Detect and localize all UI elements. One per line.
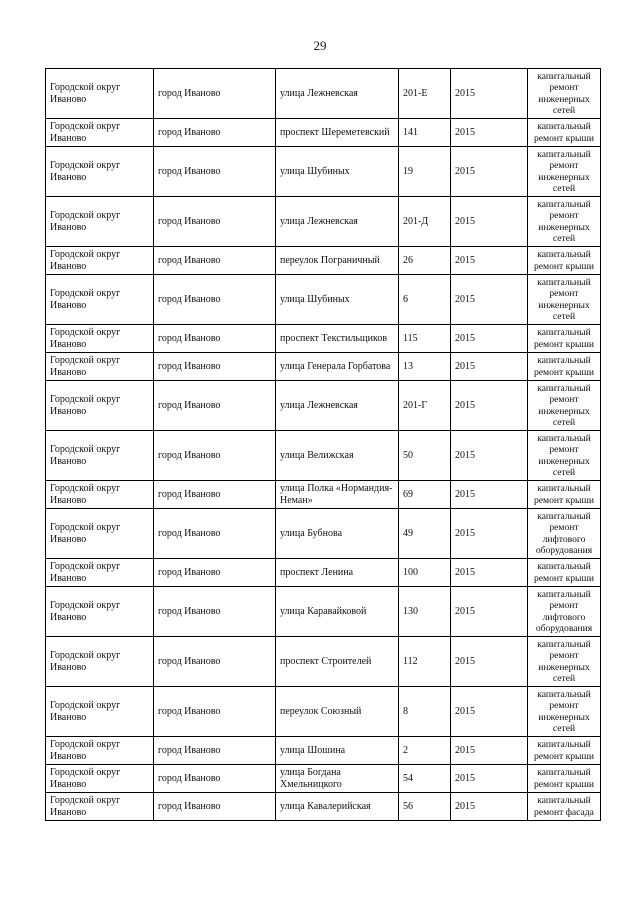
table-row [46, 247, 601, 275]
cell-year: 2015 [451, 509, 528, 559]
cell-house-number: 100 [399, 559, 451, 587]
cell-street: проспект Строителей [276, 637, 399, 687]
table-row [46, 687, 601, 737]
table-row [46, 587, 601, 637]
table-row [46, 69, 601, 119]
cell-municipality: Городской округ Иваново [46, 197, 154, 247]
cell-municipality: Городской округ Иваново [46, 119, 154, 147]
cell-settlement: город Иваново [154, 687, 276, 737]
cell-work-type: капитальный ремонт крыши [528, 325, 601, 353]
cell-street: улица Шубиных [276, 147, 399, 197]
cell-street: проспект Шереметевский [276, 119, 399, 147]
cell-year: 2015 [451, 559, 528, 587]
table-row [46, 737, 601, 765]
cell-street: улица Кавалерийская [276, 793, 399, 821]
cell-street: проспект Текстильщиков [276, 325, 399, 353]
cell-settlement: город Иваново [154, 765, 276, 793]
cell-work-type: капитальный ремонт крыши [528, 481, 601, 509]
cell-year: 2015 [451, 275, 528, 325]
cell-year: 2015 [451, 381, 528, 431]
cell-settlement: город Иваново [154, 247, 276, 275]
cell-year: 2015 [451, 765, 528, 793]
cell-street: улица Лежневская [276, 197, 399, 247]
table-row [46, 353, 601, 381]
cell-house-number: 115 [399, 325, 451, 353]
cell-municipality: Городской округ Иваново [46, 559, 154, 587]
cell-work-type: капитальный ремонт крыши [528, 353, 601, 381]
cell-work-type: капитальный ремонт крыши [528, 119, 601, 147]
cell-settlement: город Иваново [154, 69, 276, 119]
table-row [46, 381, 601, 431]
cell-year: 2015 [451, 119, 528, 147]
cell-work-type: капитальный ремонт инженерных сетей [528, 275, 601, 325]
cell-house-number: 201-Г [399, 381, 451, 431]
cell-house-number: 2 [399, 737, 451, 765]
table-row [46, 637, 601, 687]
table-body [46, 69, 601, 821]
cell-year: 2015 [451, 481, 528, 509]
table-row [46, 275, 601, 325]
cell-municipality: Городской округ Иваново [46, 275, 154, 325]
cell-municipality: Городской округ Иваново [46, 431, 154, 481]
cell-municipality: Городской округ Иваново [46, 381, 154, 431]
cell-work-type: капитальный ремонт крыши [528, 247, 601, 275]
cell-street: переулок Пограничный [276, 247, 399, 275]
cell-year: 2015 [451, 353, 528, 381]
cell-year: 2015 [451, 147, 528, 197]
cell-work-type: капитальный ремонт крыши [528, 765, 601, 793]
cell-settlement: город Иваново [154, 325, 276, 353]
table-row [46, 481, 601, 509]
table-row [46, 793, 601, 821]
cell-settlement: город Иваново [154, 431, 276, 481]
cell-settlement: город Иваново [154, 737, 276, 765]
cell-municipality: Городской округ Иваново [46, 793, 154, 821]
cell-work-type: капитальный ремонт инженерных сетей [528, 197, 601, 247]
table-row [46, 431, 601, 481]
cell-municipality: Городской округ Иваново [46, 737, 154, 765]
cell-settlement: город Иваново [154, 637, 276, 687]
cell-street: улица Велижская [276, 431, 399, 481]
cell-settlement: город Иваново [154, 587, 276, 637]
cell-house-number: 69 [399, 481, 451, 509]
cell-settlement: город Иваново [154, 793, 276, 821]
cell-year: 2015 [451, 793, 528, 821]
cell-municipality: Городской округ Иваново [46, 765, 154, 793]
cell-settlement: город Иваново [154, 381, 276, 431]
cell-municipality: Городской округ Иваново [46, 147, 154, 197]
repair-registry-table [45, 68, 601, 821]
cell-street: улица Лежневская [276, 69, 399, 119]
cell-street: улица Полка «Нормандия-Неман» [276, 481, 399, 509]
cell-work-type: капитальный ремонт инженерных сетей [528, 147, 601, 197]
cell-house-number: 26 [399, 247, 451, 275]
cell-street: улица Шошина [276, 737, 399, 765]
cell-work-type: капитальный ремонт инженерных сетей [528, 381, 601, 431]
cell-house-number: 19 [399, 147, 451, 197]
table-row [46, 147, 601, 197]
cell-year: 2015 [451, 69, 528, 119]
cell-house-number: 56 [399, 793, 451, 821]
cell-municipality: Городской округ Иваново [46, 481, 154, 509]
cell-street: улица Каравайковой [276, 587, 399, 637]
cell-work-type: капитальный ремонт крыши [528, 737, 601, 765]
cell-municipality: Городской округ Иваново [46, 353, 154, 381]
cell-house-number: 201-Е [399, 69, 451, 119]
cell-house-number: 49 [399, 509, 451, 559]
cell-year: 2015 [451, 687, 528, 737]
page-number: 29 [313, 38, 327, 53]
cell-year: 2015 [451, 325, 528, 353]
table-row [46, 119, 601, 147]
cell-house-number: 6 [399, 275, 451, 325]
cell-street: улица Шубиных [276, 275, 399, 325]
cell-settlement: город Иваново [154, 275, 276, 325]
table-row [46, 197, 601, 247]
cell-settlement: город Иваново [154, 147, 276, 197]
cell-settlement: город Иваново [154, 119, 276, 147]
cell-municipality: Городской округ Иваново [46, 587, 154, 637]
cell-street: переулок Союзный [276, 687, 399, 737]
cell-settlement: город Иваново [154, 353, 276, 381]
table-row [46, 509, 601, 559]
cell-house-number: 50 [399, 431, 451, 481]
cell-settlement: город Иваново [154, 197, 276, 247]
cell-work-type: капитальный ремонт инженерных сетей [528, 69, 601, 119]
cell-work-type: капитальный ремонт лифтового оборудования [528, 509, 601, 559]
cell-street: улица Бубнова [276, 509, 399, 559]
cell-work-type: капитальный ремонт фасада [528, 793, 601, 821]
table-row [46, 765, 601, 793]
cell-year: 2015 [451, 737, 528, 765]
table-row [46, 559, 601, 587]
cell-municipality: Городской округ Иваново [46, 509, 154, 559]
cell-house-number: 112 [399, 637, 451, 687]
cell-work-type: капитальный ремонт лифтового оборудования [528, 587, 601, 637]
cell-house-number: 141 [399, 119, 451, 147]
cell-year: 2015 [451, 197, 528, 247]
cell-settlement: город Иваново [154, 509, 276, 559]
cell-settlement: город Иваново [154, 481, 276, 509]
cell-work-type: капитальный ремонт инженерных сетей [528, 637, 601, 687]
cell-street: проспект Ленина [276, 559, 399, 587]
cell-house-number: 201-Д [399, 197, 451, 247]
cell-house-number: 13 [399, 353, 451, 381]
table-row [46, 325, 601, 353]
cell-settlement: город Иваново [154, 559, 276, 587]
cell-house-number: 54 [399, 765, 451, 793]
cell-year: 2015 [451, 637, 528, 687]
cell-work-type: капитальный ремонт инженерных сетей [528, 687, 601, 737]
cell-year: 2015 [451, 587, 528, 637]
cell-municipality: Городской округ Иваново [46, 247, 154, 275]
cell-municipality: Городской округ Иваново [46, 637, 154, 687]
cell-municipality: Городской округ Иваново [46, 687, 154, 737]
cell-work-type: капитальный ремонт инженерных сетей [528, 431, 601, 481]
cell-municipality: Городской округ Иваново [46, 325, 154, 353]
cell-year: 2015 [451, 431, 528, 481]
cell-street: улица Генерала Горбатова [276, 353, 399, 381]
cell-house-number: 130 [399, 587, 451, 637]
cell-street: улица Лежневская [276, 381, 399, 431]
cell-municipality: Городской округ Иваново [46, 69, 154, 119]
cell-house-number: 8 [399, 687, 451, 737]
cell-work-type: капитальный ремонт крыши [528, 559, 601, 587]
cell-year: 2015 [451, 247, 528, 275]
cell-street: улица Богдана Хмельницкого [276, 765, 399, 793]
